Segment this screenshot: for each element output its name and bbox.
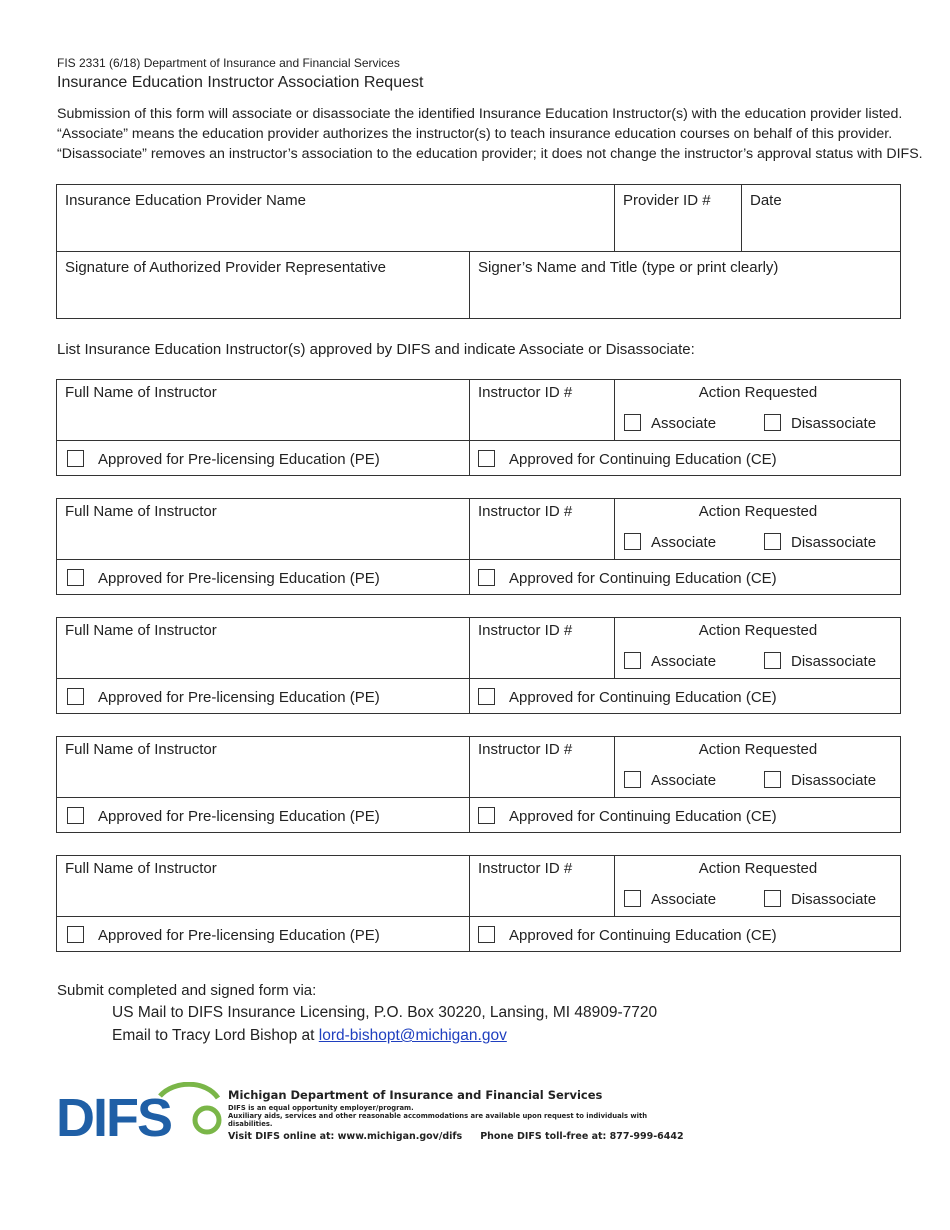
instructor-name-label: Full Name of Instructor: [65, 503, 217, 520]
date-field[interactable]: [742, 185, 900, 251]
signature-field[interactable]: [57, 252, 469, 318]
list-instruction: List Insurance Education Instructor(s) approved by DIFS and indicate Associate or Disassociate:: [57, 341, 695, 358]
instructor-id-field[interactable]: [470, 737, 614, 797]
disassociate-option[interactable]: [764, 771, 876, 789]
ce-label: Approved for Continuing Education (CE): [509, 927, 777, 944]
pe-option[interactable]: [67, 450, 380, 468]
action-requested-label: Action Requested: [698, 622, 818, 639]
associate-option[interactable]: [624, 414, 716, 432]
pe-option[interactable]: [67, 688, 380, 706]
pe-checkbox[interactable]: [67, 926, 84, 943]
pe-option[interactable]: [67, 569, 380, 587]
divider: [57, 916, 900, 917]
action-requested-label: Action Requested: [698, 503, 818, 520]
instructor-name-label: Full Name of Instructor: [65, 622, 217, 639]
ce-checkbox[interactable]: [478, 688, 495, 705]
document-title: Insurance Education Instructor Association Request: [57, 74, 424, 91]
footer-accommodations: Auxiliary aids, services and other reasonable accommodations are available upon request to individuals with disabilities.: [228, 1112, 648, 1128]
associate-option[interactable]: [624, 890, 716, 908]
associate-checkbox[interactable]: [624, 533, 641, 550]
ce-label: Approved for Continuing Education (CE): [509, 570, 777, 587]
ce-label: Approved for Continuing Education (CE): [509, 808, 777, 825]
ce-option[interactable]: [478, 569, 777, 587]
disassociate-label: Disassociate: [791, 891, 877, 908]
divider: [57, 440, 900, 441]
mail-instruction: US Mail to DIFS Insurance Licensing, P.O. Box 30220, Lansing, MI 48909-7720: [112, 1004, 658, 1021]
intro-line: “Disassociate” removes an instructor’s association to the education provider; it does not change the instructor’s approval status with DIFS.: [57, 146, 923, 162]
instructor-id-label: Instructor ID #: [478, 741, 573, 758]
submit-heading: Submit completed and signed form via:: [57, 982, 317, 999]
intro-text: [57, 104, 927, 164]
ce-checkbox[interactable]: [478, 926, 495, 943]
instructor-block: [56, 379, 901, 476]
form-id: FIS 2331 (6/18) Department of Insurance and Financial Services: [57, 56, 400, 70]
pe-checkbox[interactable]: [67, 688, 84, 705]
provider-info-table: [56, 184, 901, 319]
disassociate-label: Disassociate: [791, 653, 877, 670]
ce-label: Approved for Continuing Education (CE): [509, 689, 777, 706]
difs-logo-text: DIFS: [56, 1088, 172, 1142]
instructor-name-field[interactable]: [57, 856, 469, 916]
ce-option[interactable]: [478, 807, 777, 825]
instructor-id-label: Instructor ID #: [478, 622, 573, 639]
instructor-id-field[interactable]: [470, 380, 614, 440]
pe-checkbox[interactable]: [67, 569, 84, 586]
associate-checkbox[interactable]: [624, 771, 641, 788]
instructor-name-label: Full Name of Instructor: [65, 860, 217, 877]
email-instruction: [57, 1027, 657, 1045]
intro-line: Submission of this form will associate or disassociate the identified Insurance Education Instructor(s) with the education provider listed.: [57, 106, 903, 122]
pe-label: Approved for Pre-licensing Education (PE): [98, 689, 380, 706]
footer: [56, 1082, 684, 1142]
disassociate-label: Disassociate: [791, 772, 877, 789]
associate-checkbox[interactable]: [624, 890, 641, 907]
instructor-id-label: Instructor ID #: [478, 384, 573, 401]
pe-label: Approved for Pre-licensing Education (PE): [98, 808, 380, 825]
divider: [57, 559, 900, 560]
action-requested-label: Action Requested: [698, 860, 818, 877]
disassociate-checkbox[interactable]: [764, 771, 781, 788]
pe-checkbox[interactable]: [67, 807, 84, 824]
action-requested-label: Action Requested: [698, 384, 818, 401]
disassociate-option[interactable]: [764, 890, 876, 908]
associate-option[interactable]: [624, 533, 716, 551]
disassociate-checkbox[interactable]: [764, 890, 781, 907]
disassociate-checkbox[interactable]: [764, 414, 781, 431]
instructor-block: [56, 617, 901, 714]
associate-label: Associate: [651, 415, 717, 432]
submission-instructions: [57, 982, 657, 1045]
footer-website: Visit DIFS online at: www.michigan.gov/difs: [228, 1131, 463, 1142]
footer-eeo: DIFS is an equal opportunity employer/program.: [228, 1104, 414, 1112]
pe-option[interactable]: [67, 807, 380, 825]
provider-name-field[interactable]: [57, 185, 614, 251]
instructor-name-field[interactable]: [57, 499, 469, 559]
ce-checkbox[interactable]: [478, 569, 495, 586]
action-requested-label: Action Requested: [698, 741, 818, 758]
instructor-name-field[interactable]: [57, 380, 469, 440]
intro-line: “Associate” means the education provider authorizes the instructor(s) to teach insurance education courses on behalf of this provider.: [57, 126, 893, 142]
instructor-block: [56, 855, 901, 952]
associate-option[interactable]: [624, 771, 716, 789]
footer-org: Michigan Department of Insurance and Financial Services: [228, 1088, 603, 1102]
disassociate-option[interactable]: [764, 652, 876, 670]
disassociate-label: Disassociate: [791, 415, 877, 432]
instructor-id-field[interactable]: [470, 618, 614, 678]
ce-option[interactable]: [478, 926, 777, 944]
ce-checkbox[interactable]: [478, 807, 495, 824]
pe-checkbox[interactable]: [67, 450, 84, 467]
disassociate-option[interactable]: [764, 414, 876, 432]
instructor-id-field[interactable]: [470, 499, 614, 559]
signer-name-title-field[interactable]: [470, 252, 900, 318]
pe-label: Approved for Pre-licensing Education (PE): [98, 451, 380, 468]
footer-contact: [228, 1131, 684, 1142]
instructor-block: [56, 498, 901, 595]
divider: [57, 797, 900, 798]
signature-label: Signature of Authorized Provider Representative: [65, 259, 387, 276]
provider-id-field[interactable]: [615, 185, 741, 251]
associate-checkbox[interactable]: [624, 652, 641, 669]
associate-label: Associate: [651, 772, 717, 789]
ce-checkbox[interactable]: [478, 450, 495, 467]
disassociate-label: Disassociate: [791, 534, 877, 551]
instructor-name-label: Full Name of Instructor: [65, 741, 217, 758]
provider-name-label: Insurance Education Provider Name: [65, 192, 306, 209]
associate-checkbox[interactable]: [624, 414, 641, 431]
email-prefix: Email to Tracy Lord Bishop at: [112, 1027, 319, 1044]
divider: [57, 678, 900, 679]
instructor-block: [56, 736, 901, 833]
associate-label: Associate: [651, 534, 717, 551]
footer-text: [228, 1088, 684, 1142]
instructor-id-label: Instructor ID #: [478, 860, 573, 877]
ce-option[interactable]: [478, 450, 777, 468]
disassociate-option[interactable]: [764, 533, 876, 551]
pe-option[interactable]: [67, 926, 380, 944]
associate-option[interactable]: [624, 652, 716, 670]
disassociate-checkbox[interactable]: [764, 533, 781, 550]
instructor-name-label: Full Name of Instructor: [65, 384, 217, 401]
date-label: Date: [750, 192, 782, 209]
disassociate-checkbox[interactable]: [764, 652, 781, 669]
signer-label: Signer’s Name and Title (type or print clearly): [478, 259, 779, 276]
instructor-id-label: Instructor ID #: [478, 503, 573, 520]
instructor-id-field[interactable]: [470, 856, 614, 916]
provider-id-label: Provider ID #: [623, 192, 711, 209]
pe-label: Approved for Pre-licensing Education (PE): [98, 570, 380, 587]
associate-label: Associate: [651, 891, 717, 908]
footer-phone: Phone DIFS toll-free at: 877-999-6442: [480, 1131, 684, 1142]
ce-label: Approved for Continuing Education (CE): [509, 451, 777, 468]
associate-label: Associate: [651, 653, 717, 670]
difs-logo: [56, 1082, 226, 1142]
email-link[interactable]: lord-bishopt@michigan.gov: [318, 1027, 507, 1044]
pe-label: Approved for Pre-licensing Education (PE): [98, 927, 380, 944]
instructor-name-field[interactable]: [57, 737, 469, 797]
ce-option[interactable]: [478, 688, 777, 706]
instructor-name-field[interactable]: [57, 618, 469, 678]
